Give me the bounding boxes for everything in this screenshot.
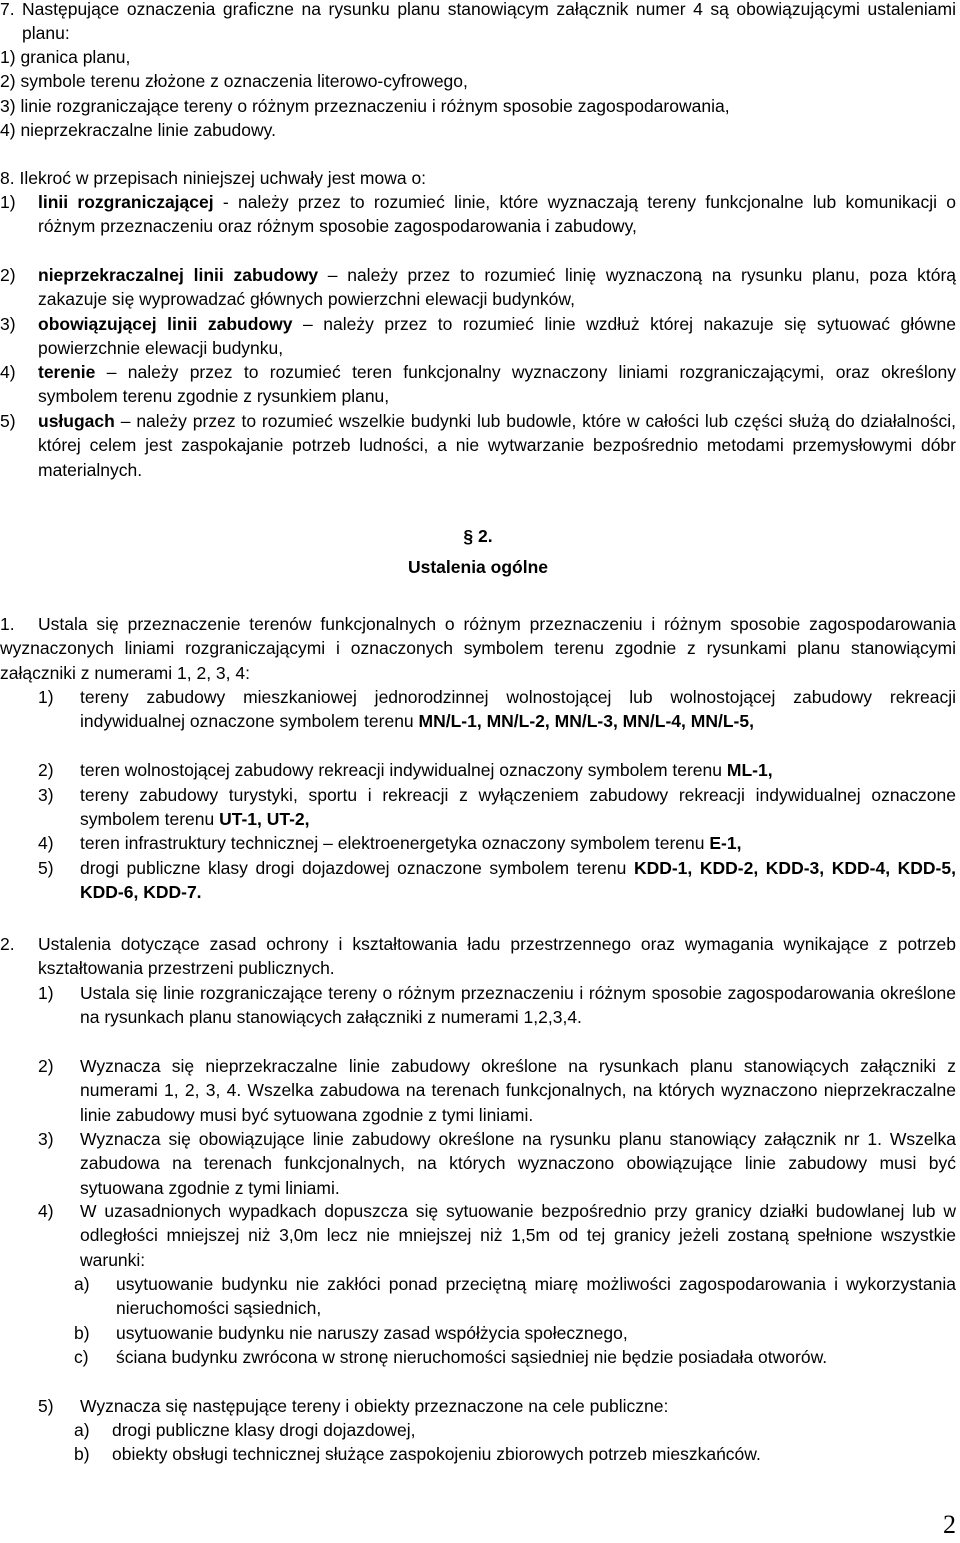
definition-item	[0, 360, 956, 409]
item-text: nieprzekraczalne linie zabudowy.	[20, 120, 276, 140]
item-number: 5)	[0, 411, 16, 431]
sub-list-item	[74, 1321, 956, 1345]
section-8-intro-row	[0, 166, 956, 190]
definition-term: nieprzekraczalnej linii zabudowy	[38, 265, 319, 285]
item-number: 1)	[38, 983, 54, 1003]
page-number: 2	[943, 1510, 956, 1539]
item-number: 2)	[38, 1056, 54, 1076]
list-item	[0, 94, 956, 118]
item-text: Wyznacza się następujące tereny i obiekty przeznaczone na cele publiczne:	[80, 1396, 669, 1416]
sub-list-item	[74, 1272, 956, 1321]
item-number: 4)	[0, 120, 16, 140]
item-number: 2)	[38, 760, 54, 780]
list-item	[0, 118, 956, 142]
item-text: Ustala się linie rozgraniczające tereny o różnym przeznaczeniu i różnym sposobie zagospodarowania określone na rysunkach planu stanowiących załączniki z numerami 1,2,3,4.	[80, 983, 956, 1028]
general-section-2	[0, 932, 956, 981]
item-text: W uzasadnionych wypadkach dopuszcza się sytuowanie bezpośrednio przy granicy działki budowlanej lub w odległości mniejszej niż 3,0m lecz nie mniejszej niż 1,5m od tej granicy jeżeli zostaną spełnione wszystkie warunki:	[80, 1201, 956, 1270]
sub-list-item	[74, 1345, 956, 1369]
terrain-symbols: UT-1, UT-2,	[219, 809, 310, 830]
section-8-number: 8.	[0, 168, 15, 188]
item-text: tereny zabudowy turystyki, sportu i rekreacji z wyłączeniem zabudowy rekreacji indywidualnej oznaczone symbolem terenu	[80, 785, 956, 830]
item-number: 3)	[0, 314, 16, 334]
item-text: usytuowanie budynku nie naruszy zasad współżycia społecznego,	[116, 1323, 628, 1343]
definition-term: obowiązującej linii zabudowy	[38, 314, 293, 334]
list-item	[38, 831, 956, 855]
list-item	[38, 981, 956, 1030]
definition-text: – należy przez to rozumieć linie wzdłuż której nakazuje się sytuować główne powierzchnie elewacji budynku,	[38, 314, 956, 359]
item-text: obiekty obsługi technicznej służące zaspokojeniu zbiorowych potrzeb mieszkańców.	[112, 1444, 761, 1464]
item-number: 1)	[0, 192, 16, 212]
item-number: 4)	[38, 833, 54, 853]
item-number: 5)	[38, 1396, 54, 1416]
definition-text: – należy przez to rozumieć teren funkcjonalny wyznaczony liniami rozgraniczającymi, oraz określony symbolem terenu zgodnie z rysunkiem planu,	[38, 362, 956, 407]
item-text: symbole terenu złożone z oznaczenia literowo-cyfrowego,	[20, 71, 468, 91]
item-letter: b)	[74, 1444, 90, 1464]
section-7-intro: Następujące oznaczenia graficzne na rysunku planu stanowiącym załącznik numer 4 są obowiązującymi ustaleniami planu:	[22, 0, 956, 44]
sub-list-item	[74, 1418, 956, 1442]
sub-list-item	[74, 1442, 956, 1466]
terrain-symbols: KDD-1, KDD-2, KDD-3, KDD-4, KDD-5, KDD-6, KDD-7.	[80, 858, 956, 903]
terrain-symbols: ML-1,	[726, 760, 773, 780]
item-text: usytuowanie budynku nie zakłóci ponad przeciętną miarę możliwości zagospodarowania i wykorzystania nieruchomości sąsiednich,	[116, 1274, 956, 1319]
definition-text: – należy przez to rozumieć linię wyznaczoną na rysunku planu, poza którą zakazuje się wyprowadzać głównych powierzchni elewacji budynków,	[38, 265, 957, 310]
item-text: tereny zabudowy mieszkaniowej jednorodzinnej wolnostojącej lub wolnostojącej zabudowy rekreacji indywidualnej oznaczone symbolem terenu	[80, 687, 956, 732]
terrain-symbols: E-1,	[709, 833, 742, 853]
item-number: 5)	[38, 858, 54, 878]
item-number: 1)	[0, 47, 16, 67]
chapter-title: Ustalenia ogólne	[407, 557, 549, 577]
item-number: 4)	[0, 362, 16, 382]
list-item	[38, 1054, 956, 1127]
item-text: Wyznacza się nieprzekraczalne linie zabudowy określone na rysunkach planu stanowiących załączniki z numerami 1, 2, 3, 4. Wszelka zabudowa na terenach funkcjonalnych, na których wyznaczono nieprzekraczalne linie zabudowy musi być sytuowana zgodnie z tymi liniami.	[80, 1056, 956, 1125]
general-section-1	[0, 612, 956, 685]
section-intro: Ustalenia dotyczące zasad ochrony i kształtowania ładu przestrzennego oraz wymagania wynikające z potrzeb kształtowania przestrzeni publicznych.	[38, 934, 956, 979]
section-number: 1.	[0, 614, 15, 634]
definition-item	[0, 312, 956, 361]
definition-item	[0, 263, 957, 312]
terrain-symbols: MN/L-1, MN/L-2, MN/L-3, MN/L-4, MN/L-5,	[418, 711, 754, 732]
section-7-number: 7.	[0, 0, 15, 19]
definition-term: linii rozgraniczającej	[38, 192, 214, 212]
list-item	[38, 1394, 956, 1418]
item-number: 2)	[0, 265, 16, 285]
list-item	[38, 856, 956, 905]
item-text: ściana budynku zwrócona w stronę nieruchomości sąsiedniej nie będzie posiadała otworów.	[116, 1347, 828, 1367]
item-number: 2)	[0, 71, 16, 91]
item-text: teren wolnostojącej zabudowy rekreacji indywidualnej oznaczony symbolem terenu	[80, 760, 727, 780]
list-item	[38, 685, 956, 734]
definition-text: – należy przez to rozumieć wszelkie budynki lub budowle, które w całości lub części służą do działalności, której celem jest zaspokajanie potrzeb ludności, a nie wytwarzanie bezpośrednio metodami przemysłowymi dóbr materialnych.	[38, 411, 956, 480]
definition-term: usługach	[38, 411, 115, 431]
list-item	[38, 758, 956, 782]
list-item	[38, 1127, 956, 1200]
definition-term: terenie	[38, 362, 96, 382]
definition-item	[0, 190, 957, 239]
list-item	[38, 783, 956, 832]
item-text: teren infrastruktury technicznej – elektroenergetyka oznaczony symbolem terenu	[80, 833, 710, 853]
item-text: linie rozgraniczające tereny o różnym przeznaczeniu i różnym sposobie zagospodarowania,	[20, 96, 730, 116]
list-item	[0, 69, 956, 93]
definition-item	[0, 409, 956, 482]
section-7	[0, 0, 956, 46]
section-number: 2.	[0, 934, 15, 954]
item-letter: a)	[74, 1420, 90, 1440]
item-letter: a)	[74, 1274, 90, 1294]
item-text: Wyznacza się obowiązujące linie zabudowy określone na rysunku planu stanowiący załącznik nr 1. Wszelka zabudowa na terenach funkcjonalnych, na których wyznaczono obowiązujące linie zabudowy musi być sytuowana zgodnie z tymi liniami.	[80, 1129, 956, 1198]
item-number: 3)	[0, 96, 16, 116]
item-text: granica planu,	[20, 47, 131, 67]
item-number: 4)	[38, 1201, 54, 1221]
definition-text: - należy przez to rozumieć linie, które wyznaczają tereny funkcjonalne lub komunikacji o różnym przeznaczeniu oraz różnym sposobie zagospodarowania i zabudowy,	[38, 192, 957, 237]
list-item	[0, 45, 956, 69]
item-number: 3)	[38, 785, 54, 805]
section-8-intro: Ilekroć w przepisach niniejszej uchwały jest mowa o:	[19, 168, 427, 188]
item-number: 1)	[38, 687, 54, 707]
item-text: drogi publiczne klasy drogi dojazdowej oznaczone symbolem terenu	[80, 858, 634, 878]
chapter-number: § 2.	[463, 526, 493, 546]
item-letter: b)	[74, 1323, 90, 1343]
item-letter: c)	[74, 1347, 89, 1367]
item-number: 3)	[38, 1129, 54, 1149]
item-text: drogi publiczne klasy drogi dojazdowej,	[112, 1420, 416, 1440]
section-intro: Ustala się przeznaczenie terenów funkcjonalnych o różnym przeznaczeniu i różnym sposobie zagospodarowania wyznaczonych liniami rozgraniczającymi i oznaczonych symbolem terenu zgodnie z rysunkami planu stanowiącymi załączniki z numerami 1, 2, 3, 4:	[0, 614, 956, 683]
list-item	[38, 1199, 956, 1272]
